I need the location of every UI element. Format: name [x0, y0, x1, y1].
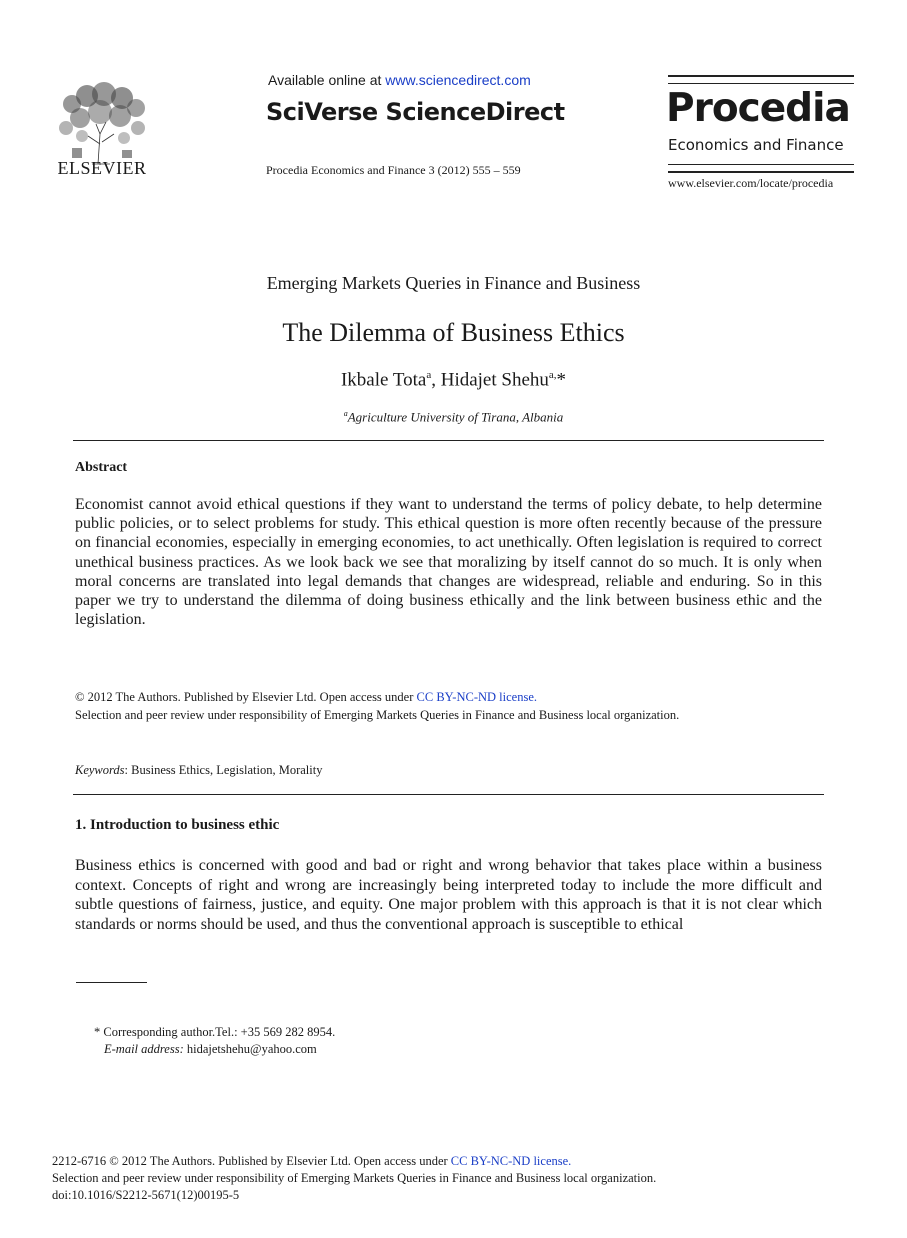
- section-paragraph: Business ethics is concerned with good and bad or right and wrong behavior that takes place within a business context. Concepts of right and wrong are increasingly being interpreted today to include the more difficult and subtle questions of fairness, justice, and equity. One major problem with this approach is that it is not clear which standards or norms should be used, and thus the conventional approach is susceptible to ethical: [75, 857, 822, 933]
- author-2-affiliation: a,: [548, 369, 557, 381]
- publisher-logo-text: ELSEVIER: [57, 158, 147, 178]
- copyright-line: [75, 690, 537, 705]
- corresponding-mark: *: [556, 369, 567, 391]
- author-1: Ikbale Tota: [340, 369, 427, 391]
- email-note: [104, 1042, 317, 1057]
- footer-copyright: [52, 1154, 571, 1169]
- peer-review-note: Selection and peer review under responsibility of Emerging Markets Queries in Finance and Business local organization.: [75, 708, 680, 722]
- divider: [73, 440, 824, 441]
- author-1-affiliation: a: [426, 369, 432, 381]
- abstract-heading: Abstract: [75, 460, 128, 475]
- journal-reference: Procedia Economics and Finance 3 (2012) 555 – 559: [266, 163, 521, 177]
- brand-rule-bottom: [668, 164, 854, 173]
- footer-license-link[interactable]: CC BY-NC-ND license.: [450, 1154, 572, 1168]
- keywords: [75, 763, 322, 778]
- sciencedirect-link[interactable]: www.sciencedirect.com: [385, 72, 531, 88]
- footer-issn: 2212-6716 © 2012 The Authors. Published by Elsevier Ltd.: [52, 1154, 354, 1168]
- corresponding-author-note: * Corresponding author.Tel.: +35 569 282 8954.: [94, 1025, 336, 1039]
- affiliation: [0, 409, 907, 425]
- email-address: hidajetshehu@yahoo.com: [183, 1042, 317, 1056]
- footer-doi: doi:10.1016/S2212-5671(12)00195-5: [52, 1188, 240, 1202]
- abstract-text: Economist cannot avoid ethical questions if they want to understand the terms of policy debate, to help determine public policies, or to select problems for study. This ethical question is more often recently because of the pressure on financial economies, especially in emerging economies, to act unethically. Often legislation is required to correct unethical business practices. As we look back we see that moralizing by itself cannot do so much. It is only when moral concerns are translated into legal demands that changes are widespread, reliable and enduring. So in this paper we try to understand the dilemma of doing business ethically and the link between business ethic and the legislation.: [75, 496, 822, 629]
- author-list: [0, 369, 907, 391]
- license-link[interactable]: CC BY-NC-ND license.: [416, 690, 537, 704]
- journal-brand-subtitle: Economics and Finance: [668, 136, 844, 154]
- footnote-rule: [76, 982, 147, 983]
- brand-rule-top: [668, 75, 854, 84]
- affiliation-marker: a: [343, 409, 348, 418]
- article-title: The Dilemma of Business Ethics: [282, 318, 625, 347]
- author-separator: ,: [431, 369, 441, 391]
- conference-name: Emerging Markets Queries in Finance and Business: [266, 273, 641, 293]
- available-prefix: Available online at: [268, 72, 386, 88]
- footer-open-access: Open access under: [353, 1154, 451, 1168]
- footer-peer-review: Selection and peer review under responsibility of Emerging Markets Queries in Finance and Business local organization.: [52, 1171, 657, 1185]
- open-access-text: Open access under: [319, 690, 417, 704]
- email-label: E-mail address:: [104, 1042, 184, 1056]
- copyright-text: © 2012 The Authors. Published by Elsevier Ltd.: [75, 690, 320, 704]
- keywords-list: : Business Ethics, Legislation, Morality: [124, 763, 323, 777]
- journal-brand: Procedia: [666, 86, 850, 131]
- divider: [73, 794, 824, 795]
- journal-url: www.elsevier.com/locate/procedia: [668, 176, 834, 190]
- keywords-label: Keywords: [75, 763, 125, 777]
- author-2: Hidajet Shehu: [440, 369, 549, 391]
- section-heading: 1. Introduction to business ethic: [75, 817, 280, 833]
- affiliation-text: Agriculture University of Tirana, Albania: [347, 409, 564, 425]
- available-online: [268, 72, 531, 88]
- platform-name: SciVerse ScienceDirect: [266, 98, 565, 126]
